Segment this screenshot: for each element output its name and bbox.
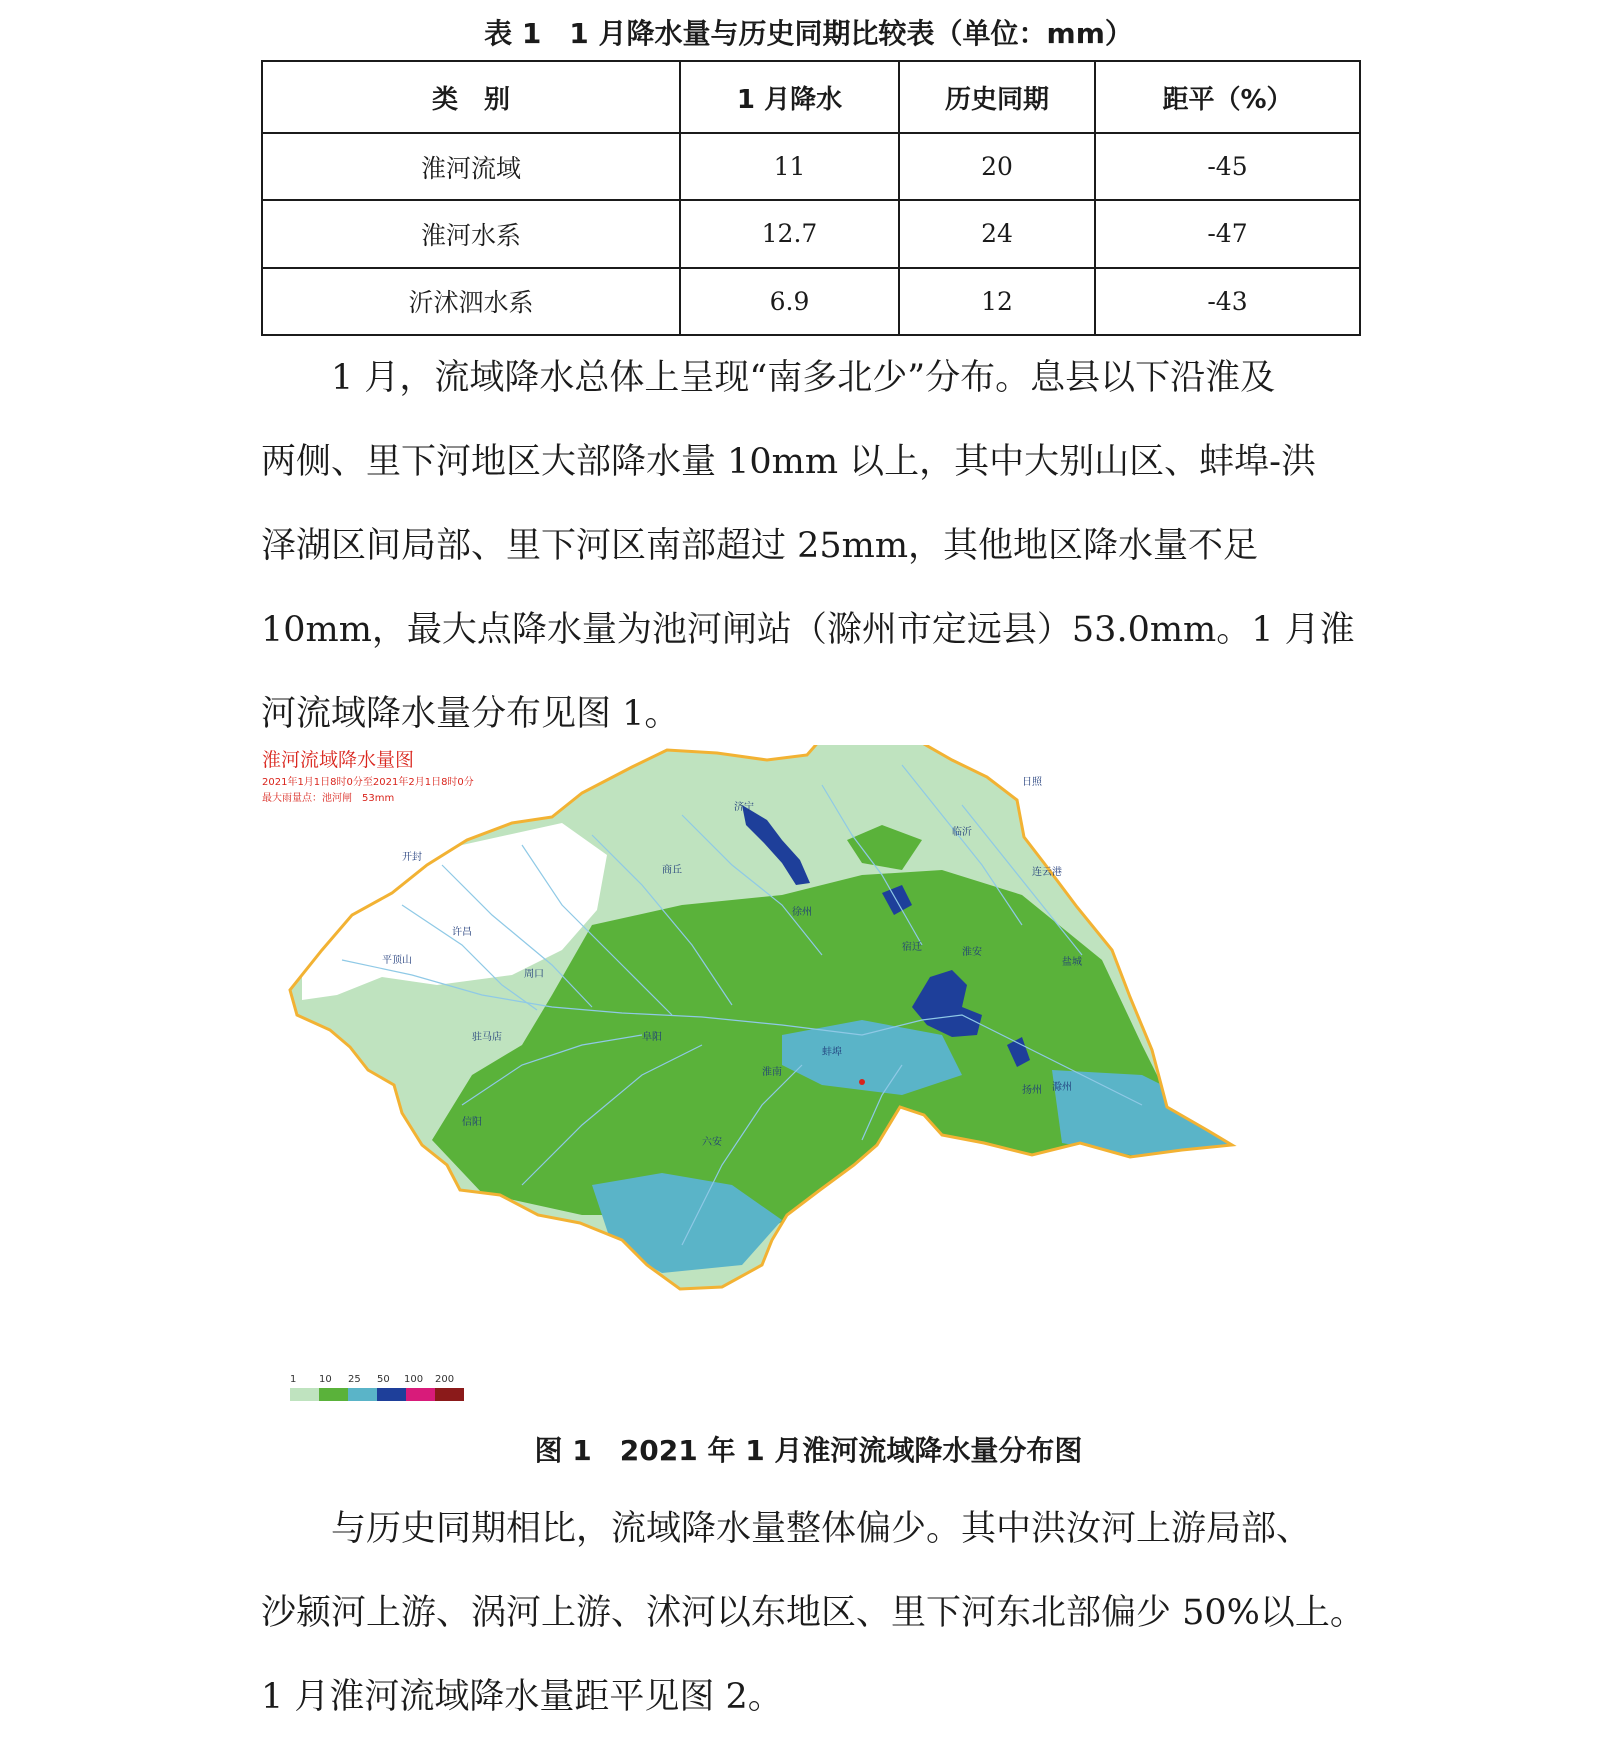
place-label: 滁州: [1052, 1082, 1072, 1093]
place-label: 日照: [1022, 777, 1042, 788]
place-label: 平顶山: [382, 955, 412, 966]
place-label: 开封: [402, 852, 422, 863]
basin-map-graphic: [262, 745, 1362, 1385]
paragraph-line: 泽湖区间局部、里下河区南部超过 25mm，其他地区降水量不足: [261, 526, 1259, 566]
precipitation-comparison-table: [261, 60, 1361, 336]
table-cell: 沂沭泗水系: [262, 268, 680, 335]
table-cell: -43: [1095, 268, 1360, 335]
table-caption: 表 1 1 月降水量与历史同期比较表（单位：mm）: [484, 17, 1133, 50]
place-label: 许昌: [452, 927, 472, 938]
legend-label: 25: [348, 1374, 361, 1385]
legend-swatch: [319, 1388, 348, 1401]
legend-swatch: [377, 1388, 406, 1401]
paragraph-line: 与历史同期相比，流域降水量整体偏少。其中洪汝河上游局部、: [261, 1509, 1312, 1549]
place-label: 信阳: [462, 1117, 482, 1128]
legend-swatch: [406, 1388, 435, 1401]
table-header-row: [262, 61, 1360, 133]
paragraph-line: 1 月，流域降水总体上呈现“南多北少”分布。息县以下沿淮及: [261, 358, 1276, 398]
precipitation-map: [262, 745, 1362, 1385]
paragraph-line: 沙颍河上游、涡河上游、沭河以东地区、里下河东北部偏少 50%以上。: [261, 1593, 1365, 1633]
place-label: 临沂: [952, 827, 972, 838]
place-label: 驻马店: [472, 1032, 502, 1043]
header-historical: 历史同期: [899, 61, 1095, 133]
max-rain-point-marker: [859, 1079, 865, 1085]
table-cell: 6.9: [680, 268, 899, 335]
header-anomaly: 距平（%）: [1095, 61, 1360, 133]
table-cell: -47: [1095, 200, 1360, 267]
place-label: 济宁: [734, 802, 754, 813]
place-label: 宿迁: [902, 942, 922, 953]
table-row: [262, 200, 1360, 267]
paragraph-line: 两侧、里下河地区大部降水量 10mm 以上，其中大别山区、蚌埠-洪: [261, 442, 1316, 482]
table-cell: 24: [899, 200, 1095, 267]
place-label: 淮南: [762, 1067, 782, 1078]
place-label: 周口: [524, 969, 544, 980]
table-cell: 12.7: [680, 200, 899, 267]
table-cell: -45: [1095, 133, 1360, 200]
legend-label: 1: [290, 1374, 297, 1385]
place-label: 阜阳: [642, 1032, 662, 1043]
table-cell: 淮河流域: [262, 133, 680, 200]
table-cell: 20: [899, 133, 1095, 200]
body-paragraph-1: [261, 336, 1361, 756]
place-label: 商丘: [662, 865, 682, 876]
place-label: 连云港: [1032, 867, 1062, 878]
place-label: 六安: [702, 1137, 722, 1148]
place-label: 扬州: [1022, 1085, 1042, 1096]
legend-swatch: [348, 1388, 377, 1401]
place-label: 淮安: [962, 947, 982, 958]
legend-label: 50: [377, 1374, 390, 1385]
legend-color-bar: [290, 1388, 464, 1401]
place-label: 蚌埠: [822, 1047, 842, 1058]
precipitation-zones: [262, 745, 1362, 1385]
table-cell: 淮河水系: [262, 200, 680, 267]
legend-swatch: [290, 1388, 319, 1401]
paragraph-line: 1 月淮河流域降水量距平见图 2。: [261, 1677, 783, 1717]
place-label: 盐城: [1062, 957, 1082, 968]
body-paragraph-2: [261, 1487, 1365, 1739]
figure-caption: 图 1 2021 年 1 月淮河流域降水量分布图: [534, 1434, 1083, 1467]
legend-label: 10: [319, 1374, 332, 1385]
legend-swatch: [435, 1388, 464, 1401]
table-row: [262, 268, 1360, 335]
header-jan-precip: 1 月降水: [680, 61, 899, 133]
legend-label: 100: [404, 1374, 424, 1385]
table-row: [262, 133, 1360, 200]
paragraph-line: 10mm，最大点降水量为池河闸站（滁州市定远县）53.0mm。1 月淮: [261, 610, 1355, 650]
map-subtitle: 2021年1月1日8时0分至2021年2月1日8时0分: [262, 777, 474, 788]
header-category: 类 别: [262, 61, 680, 133]
table-cell: 11: [680, 133, 899, 200]
place-label: 徐州: [792, 907, 812, 918]
map-title: 淮河流域降水量图: [262, 749, 415, 771]
map-max-point: 最大雨量点：池河闸 53mm: [262, 793, 395, 804]
legend-label: 200: [435, 1374, 455, 1385]
table-cell: 12: [899, 268, 1095, 335]
paragraph-line: 河流域降水量分布见图 1。: [261, 694, 680, 734]
